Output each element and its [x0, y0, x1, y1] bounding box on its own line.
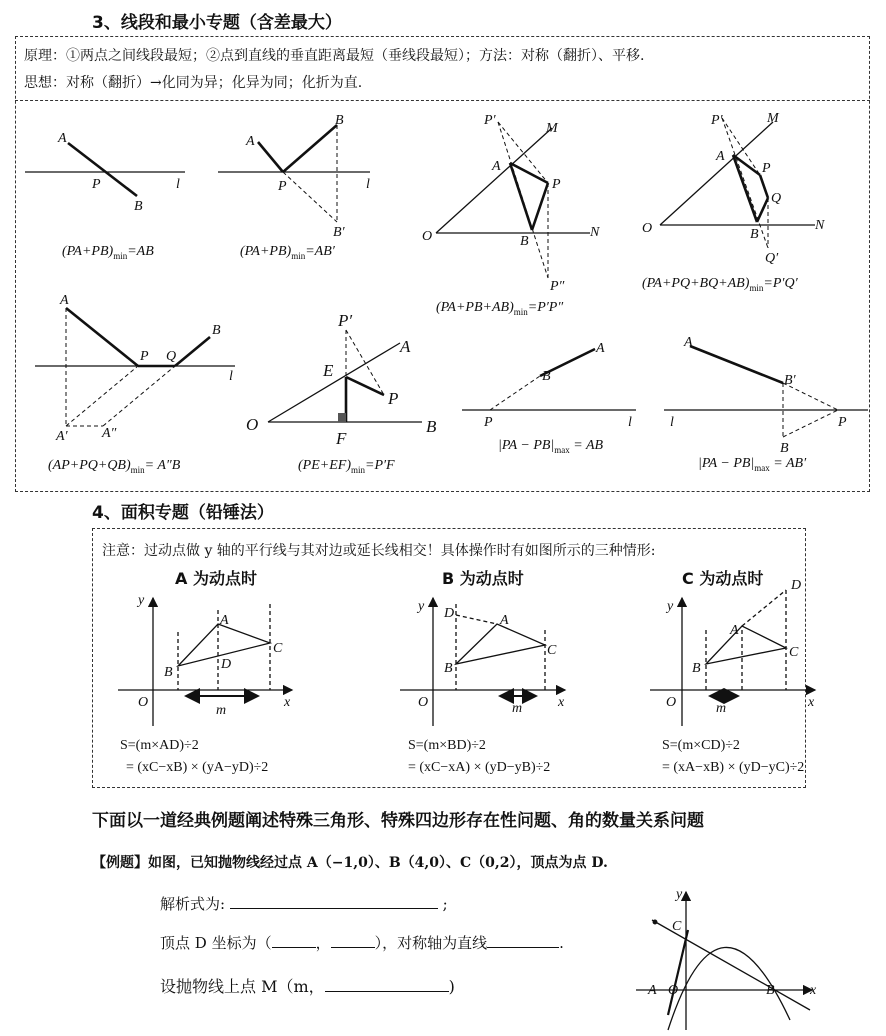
d7-label: B — [542, 369, 551, 384]
svg-text:A: A — [500, 613, 509, 628]
svg-text:x: x — [284, 695, 291, 710]
d4-label: O — [642, 221, 653, 236]
idea-text: 思想：对称（翻折）→化同为异；化异为同；化折为直. — [24, 75, 363, 91]
case-b-title: B 为动点时 — [442, 569, 524, 588]
svg-text:D: D — [221, 657, 232, 672]
d3-label: B — [520, 234, 529, 249]
example-text: 如图，已知抛物线经过点 A（−1,0）、B（4,0）、C（0,2），顶点为点 D. — [148, 855, 608, 871]
case-a-formula1: S=(m×AD)÷2 — [120, 738, 199, 753]
d1-label: l — [176, 177, 180, 192]
d6-label: P — [388, 389, 399, 408]
svg-text:B: B — [164, 665, 173, 680]
case-c-formula1: S=(m×CD)÷2 — [662, 738, 740, 753]
d7-caption: $|PA - PB|_{max}$ = AB — [498, 438, 604, 455]
svg-text:B: B — [692, 661, 701, 676]
d3-label: P″ — [550, 279, 565, 294]
d6-label: O — [246, 415, 259, 434]
d8-label: A — [684, 335, 693, 350]
case-c-formula2: = (xA−xB) × (yD−yC)÷2 — [662, 760, 805, 775]
d7-label: l — [628, 415, 632, 430]
d6-caption: $(PE+EF)_{min}=P'F$ — [298, 458, 395, 475]
case-c-title: C 为动点时 — [682, 569, 764, 588]
case-a-title: A 为动点时 — [175, 569, 257, 588]
d6-label: A — [400, 337, 411, 356]
d6-label: F — [336, 429, 347, 448]
d6-label: E — [323, 361, 334, 380]
svg-text:A: A — [220, 613, 229, 628]
d3-label: O — [422, 229, 433, 244]
d8-label: B — [780, 441, 789, 456]
svg-text:D: D — [791, 578, 802, 593]
d1-label: P — [92, 177, 101, 192]
svg-text:y: y — [676, 887, 683, 902]
d4-label: A — [716, 149, 725, 164]
svg-text:A: A — [730, 623, 739, 638]
d4-caption: $(PA+PQ+BQ+AB)_{min}=P'Q'$ — [642, 276, 798, 293]
d4-label: N — [815, 218, 825, 233]
d2-label: A — [246, 134, 255, 149]
svg-text:C: C — [547, 643, 557, 658]
svg-text:B: B — [444, 661, 453, 676]
d3-label: A — [492, 159, 501, 174]
d5-label: A″ — [102, 426, 117, 441]
svg-text:y: y — [418, 599, 425, 614]
d3-label: N — [590, 225, 600, 240]
d5-label: Q — [166, 349, 177, 364]
section3-title: 3、线段和最小专题（含差最大） — [92, 13, 342, 33]
svg-text:O: O — [418, 695, 429, 710]
d6-label: P′ — [338, 311, 353, 330]
d2-label: B — [335, 113, 344, 128]
question-3: 设抛物线上点 M（m， ) — [160, 977, 455, 996]
d4-label: P′ — [711, 113, 723, 128]
d8-label: P — [838, 415, 847, 430]
d2-label: B′ — [333, 225, 345, 240]
svg-text:m: m — [512, 701, 523, 716]
svg-text:C: C — [273, 641, 283, 656]
svg-text:x: x — [810, 983, 817, 998]
d4-label: B — [750, 227, 759, 242]
svg-text:C: C — [789, 645, 799, 660]
case-b-formula2: = (xC−xA) × (yD−yB)÷2 — [408, 760, 551, 775]
principle-text: 原理：①两点之间线段最短；②点到直线的垂直距离最短（垂线段最短）；方法：对称（翻折）、平移. — [24, 48, 645, 64]
svg-text:y: y — [667, 599, 674, 614]
svg-text:C: C — [672, 919, 682, 934]
d6-label: B — [426, 417, 437, 436]
d8-caption: $|PA - PB|_{max} = AB'$ — [698, 456, 807, 473]
d7-label: P — [484, 415, 493, 430]
d1-label: B — [134, 199, 143, 214]
case-b-formula1: S=(m×BD)÷2 — [408, 738, 486, 753]
d8-label: l — [670, 415, 674, 430]
d8-label: B′ — [784, 373, 796, 388]
d5-label: A — [60, 293, 69, 308]
svg-text:O: O — [666, 695, 677, 710]
d1-caption: $(PA+PB)_{min}=AB$ — [62, 244, 154, 261]
svg-text:y: y — [138, 593, 145, 608]
d3-caption: $(PA+PB+AB)_{min}=P'P''$ — [436, 300, 564, 317]
question-1: 解析式为: ; — [160, 895, 448, 913]
d4-label: M — [767, 111, 779, 126]
svg-text:A: A — [648, 983, 657, 998]
d2-label: l — [366, 177, 370, 192]
d7-label: A — [596, 341, 605, 356]
example-tag: 【例题】 — [92, 855, 148, 871]
d5-label: B — [212, 323, 221, 338]
d4-label: P — [762, 161, 771, 176]
svg-text:m: m — [716, 701, 727, 716]
svg-text:x: x — [808, 695, 815, 710]
svg-text:O: O — [668, 983, 679, 998]
d3-label: P — [552, 177, 561, 192]
d5-caption: $(AP+PQ+QB)_{min}= A''B$ — [48, 458, 181, 475]
svg-text:B: B — [766, 983, 775, 998]
d1-label: A — [58, 131, 67, 146]
d2-label: P — [278, 179, 287, 194]
d3-label: P′ — [484, 113, 496, 128]
svg-text:D: D — [444, 606, 455, 621]
section4-title: 4、面积专题（铅锤法） — [92, 503, 274, 523]
d4-label: Q′ — [765, 251, 779, 266]
d2-caption: $(PA+PB)_{min}=AB'$ — [240, 244, 335, 261]
bottom-heading: 下面以一道经典例题阐述特殊三角形、特殊四边形存在性问题、角的数量关系问题 — [92, 811, 704, 831]
case-a-formula2: = (xC−xB) × (yA−yD)÷2 — [126, 760, 269, 775]
d5-label: P — [140, 349, 149, 364]
d5-label: A′ — [56, 429, 68, 444]
svg-text:m: m — [216, 703, 227, 718]
d4-label: Q — [771, 191, 782, 206]
d3-label: M — [546, 121, 558, 136]
d5-label: l — [229, 369, 233, 384]
svg-text:x: x — [558, 695, 565, 710]
svg-text:O: O — [138, 695, 149, 710]
note-text: 注意：过动点做 y 轴的平行线与其对边或延长线相交！具体操作时有如图所示的三种情形: — [102, 543, 656, 559]
question-2: 顶点 D 坐标为（ ， ），对称轴为直线 . — [160, 934, 564, 952]
